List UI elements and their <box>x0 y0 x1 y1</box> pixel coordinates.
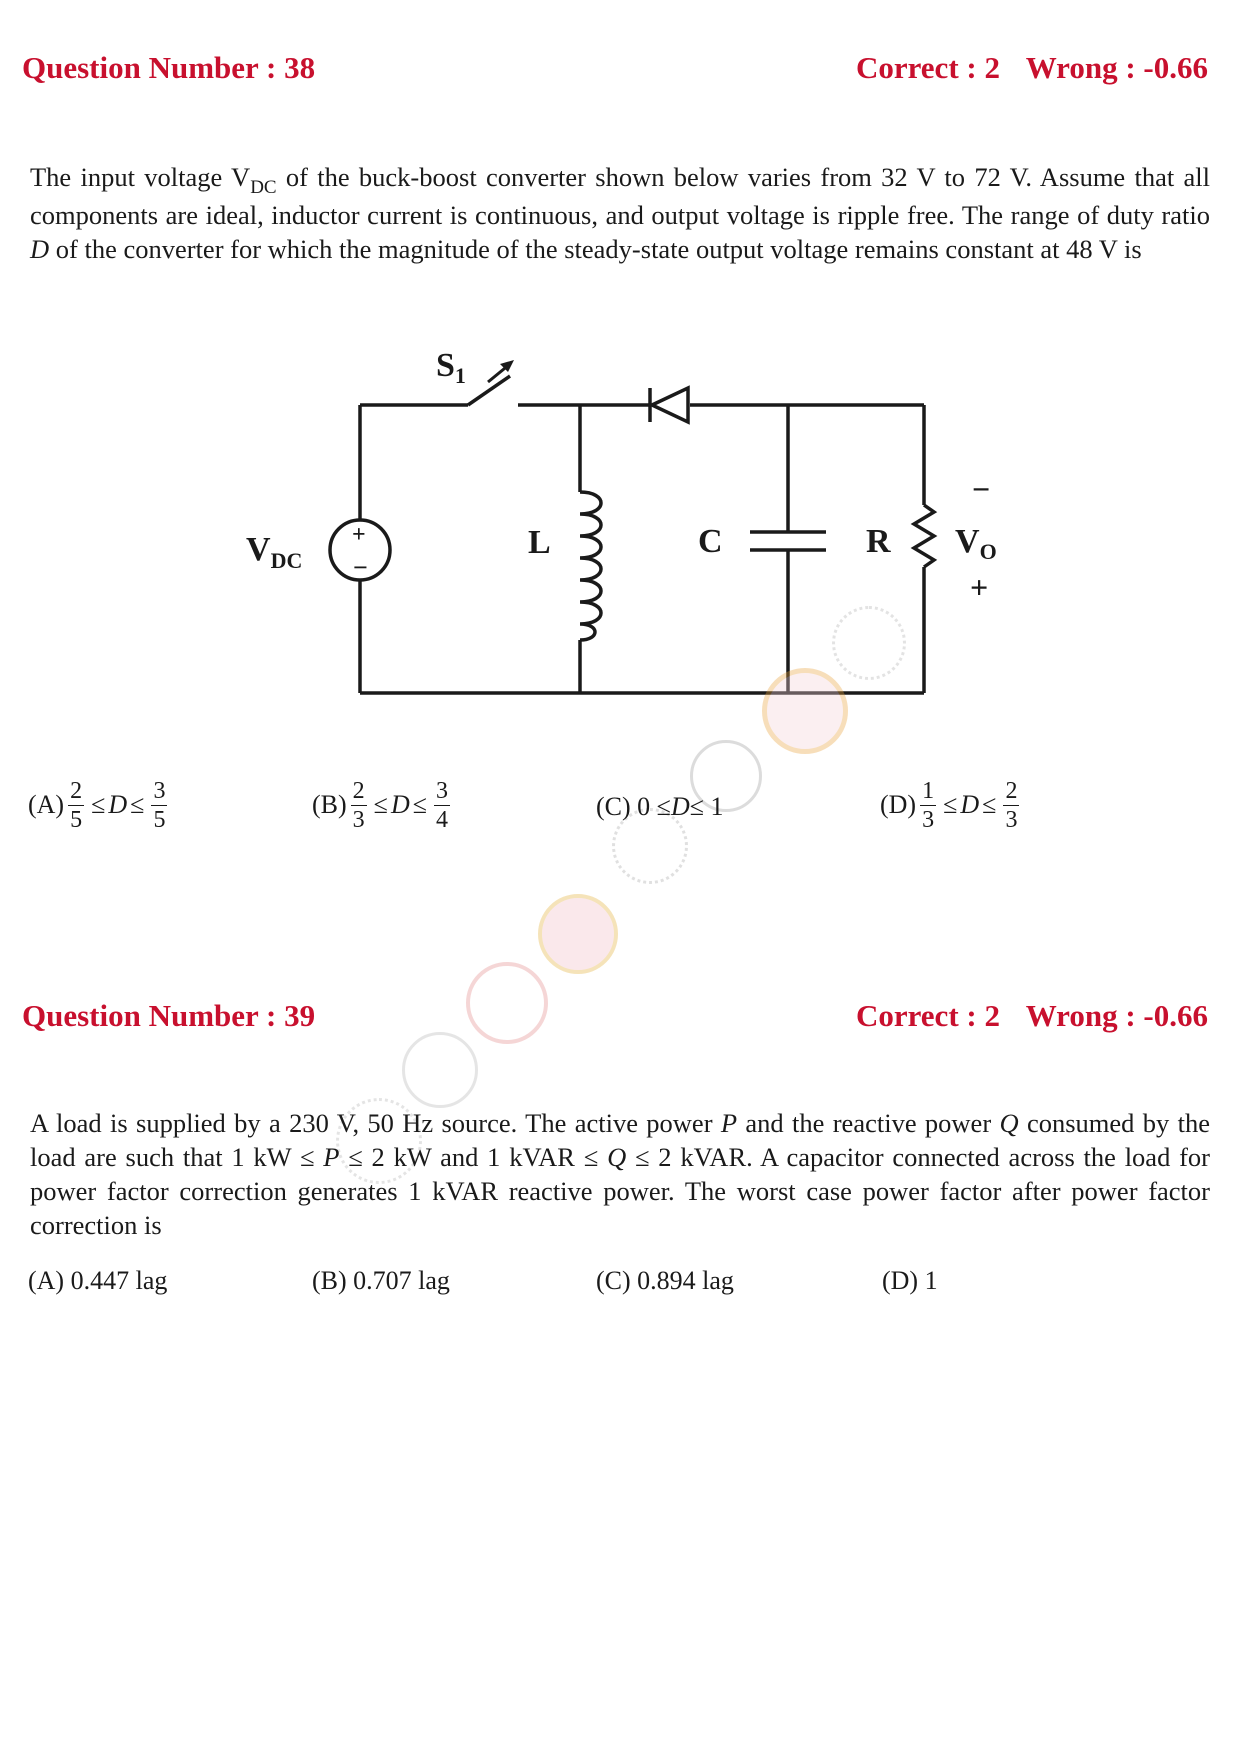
option-key: (B) <box>312 790 347 819</box>
relation-sign: ≤ <box>91 790 106 819</box>
source-label: V <box>246 531 271 568</box>
q39-text-var: Q <box>607 1142 627 1172</box>
source-label-sub: DC <box>270 548 303 573</box>
fraction: $\frac{1}{3}$ <box>922 777 935 833</box>
fraction: $\frac{2}{3}$ <box>1005 777 1018 833</box>
resistor-label: R <box>866 523 891 560</box>
watermark-seal-icon <box>538 894 618 974</box>
q39-text-var: P <box>720 1108 738 1138</box>
q38-option-a[interactable] <box>28 760 171 850</box>
q39-text-var: P <box>323 1142 340 1172</box>
fraction: $\frac{3}{4}$ <box>436 777 449 833</box>
q38-text-part: of the buck-boost converter shown below varies from 32 V to 72 V. Assume that all components are ideal, inductor current is continuous, and output voltage is ripple free. The range of duty ratio <box>30 162 1210 230</box>
variable: D <box>960 790 980 819</box>
fraction: $\frac{2}{5}$ <box>70 777 83 833</box>
option-text: (C) 0.894 lag <box>596 1266 734 1295</box>
question-38-number: Question Number : 38 <box>22 50 316 85</box>
q39-text-part: ≤ 2 kVAR. A capacitor connected across the load for power factor correction generates 1 kVAR reactive power. The worst case power factor after power factor correction is <box>30 1142 1210 1240</box>
capacitor-label: C <box>698 523 723 560</box>
q39-text-part: ≤ 2 kW and 1 kVAR ≤ <box>339 1142 608 1172</box>
variable: D <box>670 792 690 821</box>
question-39-header <box>22 996 1208 1036</box>
source-plus-sign: + <box>352 522 366 548</box>
q39-text-part: A load is supplied by a 230 V, 50 Hz source. The active power <box>30 1108 721 1138</box>
q38-text-sub: DC <box>250 177 277 198</box>
output-label-sub: O <box>979 539 997 564</box>
q39-option-a[interactable] <box>28 1236 167 1326</box>
option-text: (B) 0.707 lag <box>312 1266 450 1295</box>
q38-option-d[interactable] <box>880 760 1023 850</box>
question-39-number: Question Number : 39 <box>22 998 316 1033</box>
option-text: (D) 1 <box>882 1266 938 1295</box>
q39-option-c[interactable] <box>596 1236 734 1326</box>
watermark-seal-icon <box>402 1032 478 1108</box>
source-minus-sign: − <box>353 553 368 582</box>
option-key: (D) <box>880 790 917 819</box>
svg-text:VDC <box>246 531 302 573</box>
q38-text-var: D <box>30 234 50 264</box>
watermark-seal-icon <box>832 606 906 680</box>
q38-option-b[interactable] <box>312 760 454 850</box>
output-label: V <box>955 523 980 560</box>
relation-sign: ≤ <box>982 790 997 819</box>
q39-text-var: Q <box>999 1108 1019 1138</box>
output-plus-sign: + <box>970 569 989 605</box>
buck-boost-circuit <box>0 0 1240 760</box>
relation-sign: ≤ <box>373 790 388 819</box>
q39-text-part: consumed by the load are such that 1 kW ≤ <box>30 1108 1210 1172</box>
option-text: (A) 0.447 lag <box>28 1266 168 1295</box>
watermark-seal-icon <box>762 668 848 754</box>
q38-text-part: The input voltage V <box>30 162 251 192</box>
question-39-marks <box>838 998 1208 1034</box>
option-key: (A) <box>28 790 65 819</box>
inductor-label: L <box>528 524 551 561</box>
switch-label: S <box>436 347 455 384</box>
fraction: $\frac{3}{5}$ <box>153 777 166 833</box>
output-minus-sign: − <box>972 471 991 507</box>
q39-text-part: and the reactive power <box>737 1108 1000 1138</box>
question-38-correct: Correct : 2 <box>855 50 1000 85</box>
q39-option-d[interactable] <box>882 1236 938 1326</box>
variable: D <box>390 790 410 819</box>
option-text: ≤ 1 <box>689 792 724 821</box>
question-38-wrong: Wrong : -0.66 <box>1025 50 1208 85</box>
svg-text:S1 <box>436 347 466 388</box>
question-39-correct: Correct : 2 <box>855 998 1000 1033</box>
option-text: 0 ≤ <box>637 792 671 821</box>
q38-option-c[interactable] <box>596 762 724 852</box>
relation-sign: ≤ <box>412 790 428 819</box>
question-39-text <box>30 1106 1210 1242</box>
question-39-wrong: Wrong : -0.66 <box>1025 998 1208 1033</box>
q39-option-b[interactable] <box>312 1236 450 1326</box>
variable: D <box>108 790 128 819</box>
relation-sign: ≤ <box>130 790 145 819</box>
q38-text-part: of the converter for which the magnitude of the steady-state output voltage remains constant at 48 V is <box>49 234 1142 264</box>
fraction: $\frac{2}{3}$ <box>352 777 365 833</box>
option-key: (C) <box>596 792 631 821</box>
svg-text:VO <box>955 523 997 564</box>
relation-sign: ≤ <box>943 790 958 819</box>
switch-label-sub: 1 <box>454 363 466 388</box>
